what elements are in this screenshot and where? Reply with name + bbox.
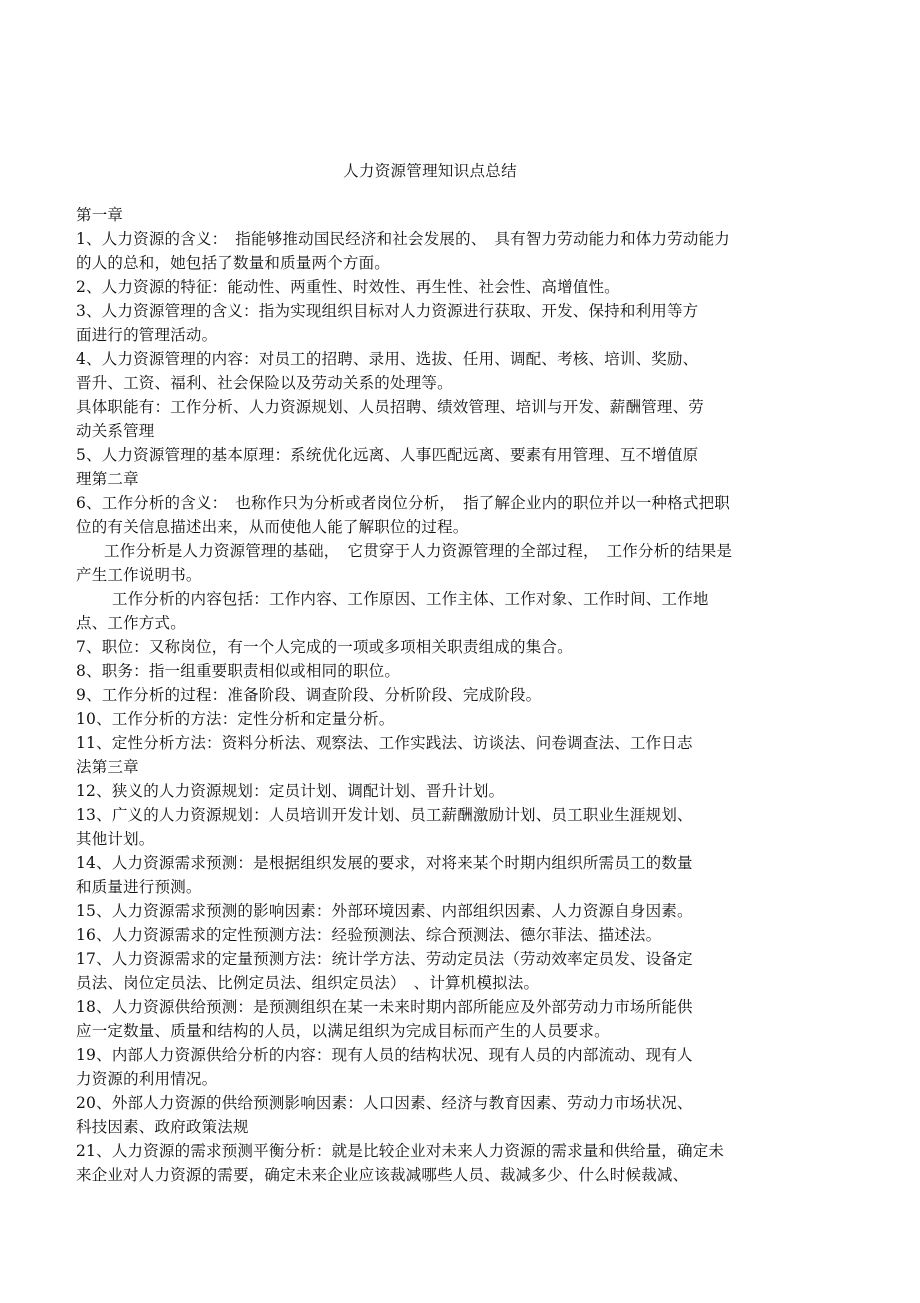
paragraph-line: 20、外部人力资源的供给预测影响因素：人口因素、经济与教育因素、劳动力市场状况、 <box>76 1094 693 1112</box>
paragraph-line: 14、人力资源需求预测：是根据组织发展的要求，对将来某个时期内组织所需员工的数量 <box>76 854 693 872</box>
paragraph-line: 具体职能有：工作分析、人力资源规划、人员招聘、绩效管理、培训与开发、薪酬管理、劳 <box>76 398 705 416</box>
paragraph-line: 面进行的管理活动。 <box>76 326 218 344</box>
paragraph-line: 应一定数量、质量和结构的人员，以满足组织为完成目标而产生的人员要求。 <box>76 1022 610 1040</box>
paragraph-line: 4、人力资源管理的内容：对员工的招聘、录用、选拔、任用、调配、考核、培训、奖励、 <box>76 350 699 368</box>
paragraph-line: 12、狭义的人力资源规划：定员计划、调配计划、晋升计划。 <box>76 782 505 800</box>
paragraph-line: 11、定性分析方法：资料分析法、观察法、工作实践法、访谈法、问卷调查法、工作日志 <box>76 734 693 752</box>
paragraph-line: 理第二章 <box>76 470 139 488</box>
paragraph-line: 15、人力资源需求预测的影响因素：外部环境因素、内部组织因素、人力资源自身因素。 <box>76 902 693 920</box>
paragraph-line: 9、工作分析的过程：准备阶段、调查阶段、分析阶段、完成阶段。 <box>76 686 542 704</box>
paragraph-line: 位的有关信息描述出来，从而使他人能了解职位的过程。 <box>76 518 469 536</box>
paragraph-line: 员法、岗位定员法、比例定员法、组织定员法） 、计算机模拟法。 <box>76 974 540 992</box>
paragraph-line: 来企业对人力资源的需要，确定未来企业应该裁减哪些人员、裁减多少、什么时候裁减、 <box>76 1166 689 1184</box>
paragraph-line: 和质量进行预测。 <box>76 878 202 896</box>
paragraph-line: 7、职位：又称岗位，有一个人完成的一项或多项相关职责组成的集合。 <box>76 638 573 656</box>
paragraph-line: 科技因素、政府政策法规 <box>76 1118 249 1136</box>
paragraph-line: 的人的总和，她包括了数量和质量两个方面。 <box>76 254 391 272</box>
paragraph-line: 产生工作说明书。 <box>76 566 202 584</box>
paragraph-line: 5、人力资源管理的基本原理：系统优化远离、人事匹配远离、要素有用管理、互不增值原 <box>76 446 699 464</box>
document-title: 人力资源管理知识点总结 <box>343 162 517 180</box>
paragraph-line: 10、工作分析的方法：定性分析和定量分析。 <box>76 710 395 728</box>
paragraph-line: 18、人力资源供给预测：是预测组织在某一未来时期内部所能应及外部劳动力市场所能供 <box>76 998 693 1016</box>
paragraph-line: 19、内部人力资源供给分析的内容：现有人员的结构状况、现有人员的内部流动、现有人 <box>76 1046 693 1064</box>
paragraph-line: 力资源的利用情况。 <box>76 1070 218 1088</box>
paragraph-line: 13、广义的人力资源规划：人员培训开发计划、员工薪酬激励计划、员工职业生涯规划、 <box>76 806 693 824</box>
chapter-heading: 第一章 <box>76 206 124 224</box>
paragraph-line: 6、工作分析的含义： 也称作只为分析或者岗位分析， 指了解企业内的职位并以一种格式把职 <box>76 494 730 512</box>
paragraph-line: 工作分析是人力资源管理的基础， 它贯穿于人力资源管理的全部过程， 工作分析的结果是 <box>104 542 733 560</box>
paragraph-line: 8、职务：指一组重要职责相似或相同的职位。 <box>76 662 401 680</box>
paragraph-line: 21、人力资源的需求预测平衡分析：就是比较企业对未来人力资源的需求量和供给量，确定未 <box>76 1142 725 1160</box>
paragraph-line: 点、工作方式。 <box>76 614 186 632</box>
paragraph-line: 1、人力资源的含义： 指能够推动国民经济和社会发展的、 具有智力劳动能力和体力劳动能力 <box>76 230 730 248</box>
paragraph-line: 3、人力资源管理的含义：指为实现组织目标对人力资源进行获取、开发、保持和利用等方 <box>76 302 699 320</box>
paragraph-line: 动关系管理 <box>76 422 155 440</box>
paragraph-line: 16、人力资源需求的定性预测方法：经验预测法、综合预测法、德尔菲法、描述法。 <box>76 926 662 944</box>
paragraph-line: 晋升、工资、福利、社会保险以及劳动关系的处理等。 <box>76 374 453 392</box>
paragraph-line: 其他计划。 <box>76 830 155 848</box>
document-body <box>76 203 806 1187</box>
paragraph-line: 法第三章 <box>76 758 139 776</box>
paragraph-line: 17、人力资源需求的定量预测方法：统计学方法、劳动定员法（劳动效率定员发、设备定 <box>76 950 693 968</box>
paragraph-line: 2、人力资源的特征：能动性、两重性、时效性、再生性、社会性、高增值性。 <box>76 278 620 296</box>
paragraph-line: 工作分析的内容包括：工作内容、工作原因、工作主体、工作对象、工作时间、工作地 <box>112 590 709 608</box>
